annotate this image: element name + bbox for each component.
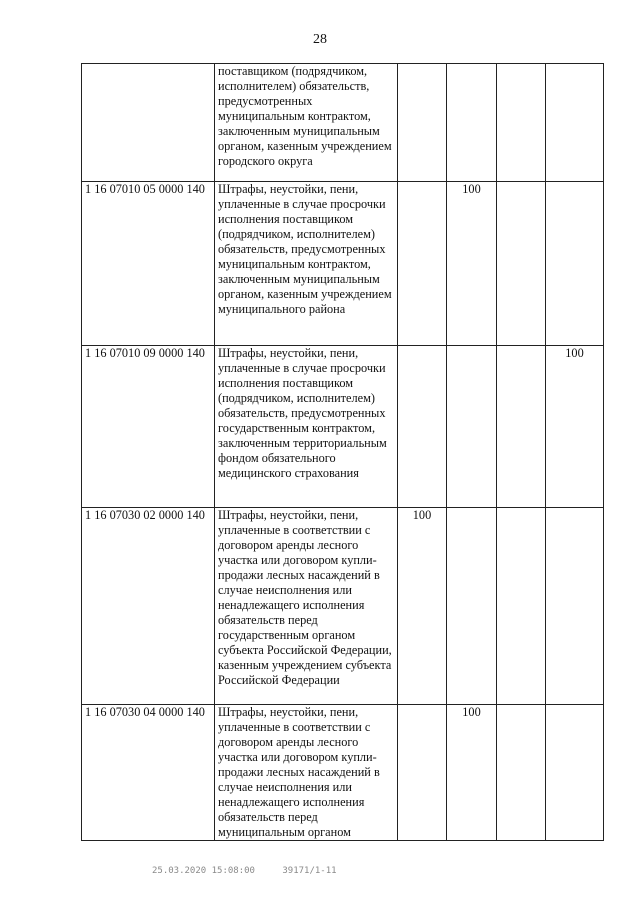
value-cell: 100 [398,508,447,705]
table-row [82,182,604,346]
value-cell [447,64,497,182]
value-cell [497,705,546,841]
description-cell: Штрафы, неустойки, пени, уплаченные в случае просрочки исполнения поставщиком (подрядчиком, исполнителем) обязательств, предусмотренных государственным контрактом, заключенным территориальным фондом обязательного медицинского страхования [215,346,398,508]
description-cell: поставщиком (подрядчиком, исполнителем) обязательств, предусмотренных муниципальным контрактом, заключенным муниципальным органом, казенным учреждением городского округа [215,64,398,182]
footer-timestamp: 25.03.2020 15:08:00 [152,866,255,876]
description-cell: Штрафы, неустойки, пени, уплаченные в соответствии с договором аренды лесного участка или договором купли-продажи лесных насаждений в случае неисполнения или ненадлежащего исполнения обязательств перед государственным органом субъекта Российской Федерации, казенным учреждением субъекта Российской Федерации [215,508,398,705]
value-cell: 100 [447,182,497,346]
value-cell [398,182,447,346]
value-cell [546,705,604,841]
value-cell [546,64,604,182]
footer-doc-id: 39171/1-11 [282,866,337,876]
description-cell: Штрафы, неустойки, пени, уплаченные в случае просрочки исполнения поставщиком (подрядчиком, исполнителем) обязательств, предусмотренных муниципальным контрактом, заключенным муниципальным органом, казенным учреждением муниципального района [215,182,398,346]
value-cell [497,182,546,346]
value-cell [497,64,546,182]
page-number: 28 [313,32,327,47]
table-row [82,64,604,182]
value-cell [398,705,447,841]
value-cell [546,508,604,705]
value-cell [398,346,447,508]
value-cell: 100 [447,705,497,841]
value-cell [447,346,497,508]
revenue-table [81,63,604,841]
value-cell [447,508,497,705]
budget-code-cell: 1 16 07030 02 0000 140 [82,508,215,705]
document-footer [152,866,337,876]
budget-code-cell [82,64,215,182]
value-cell [497,346,546,508]
value-cell [546,182,604,346]
value-cell [497,508,546,705]
value-cell [398,64,447,182]
table-row [82,508,604,705]
table-row [82,705,604,841]
budget-code-cell: 1 16 07030 04 0000 140 [82,705,215,841]
budget-code-cell: 1 16 07010 09 0000 140 [82,346,215,508]
budget-code-cell: 1 16 07010 05 0000 140 [82,182,215,346]
value-cell: 100 [546,346,604,508]
table-row [82,346,604,508]
description-cell: Штрафы, неустойки, пени, уплаченные в соответствии с договором аренды лесного участка или договором купли-продажи лесных насаждений в случае неисполнения или ненадлежащего исполнения обязательств перед муниципальным органом [215,705,398,841]
